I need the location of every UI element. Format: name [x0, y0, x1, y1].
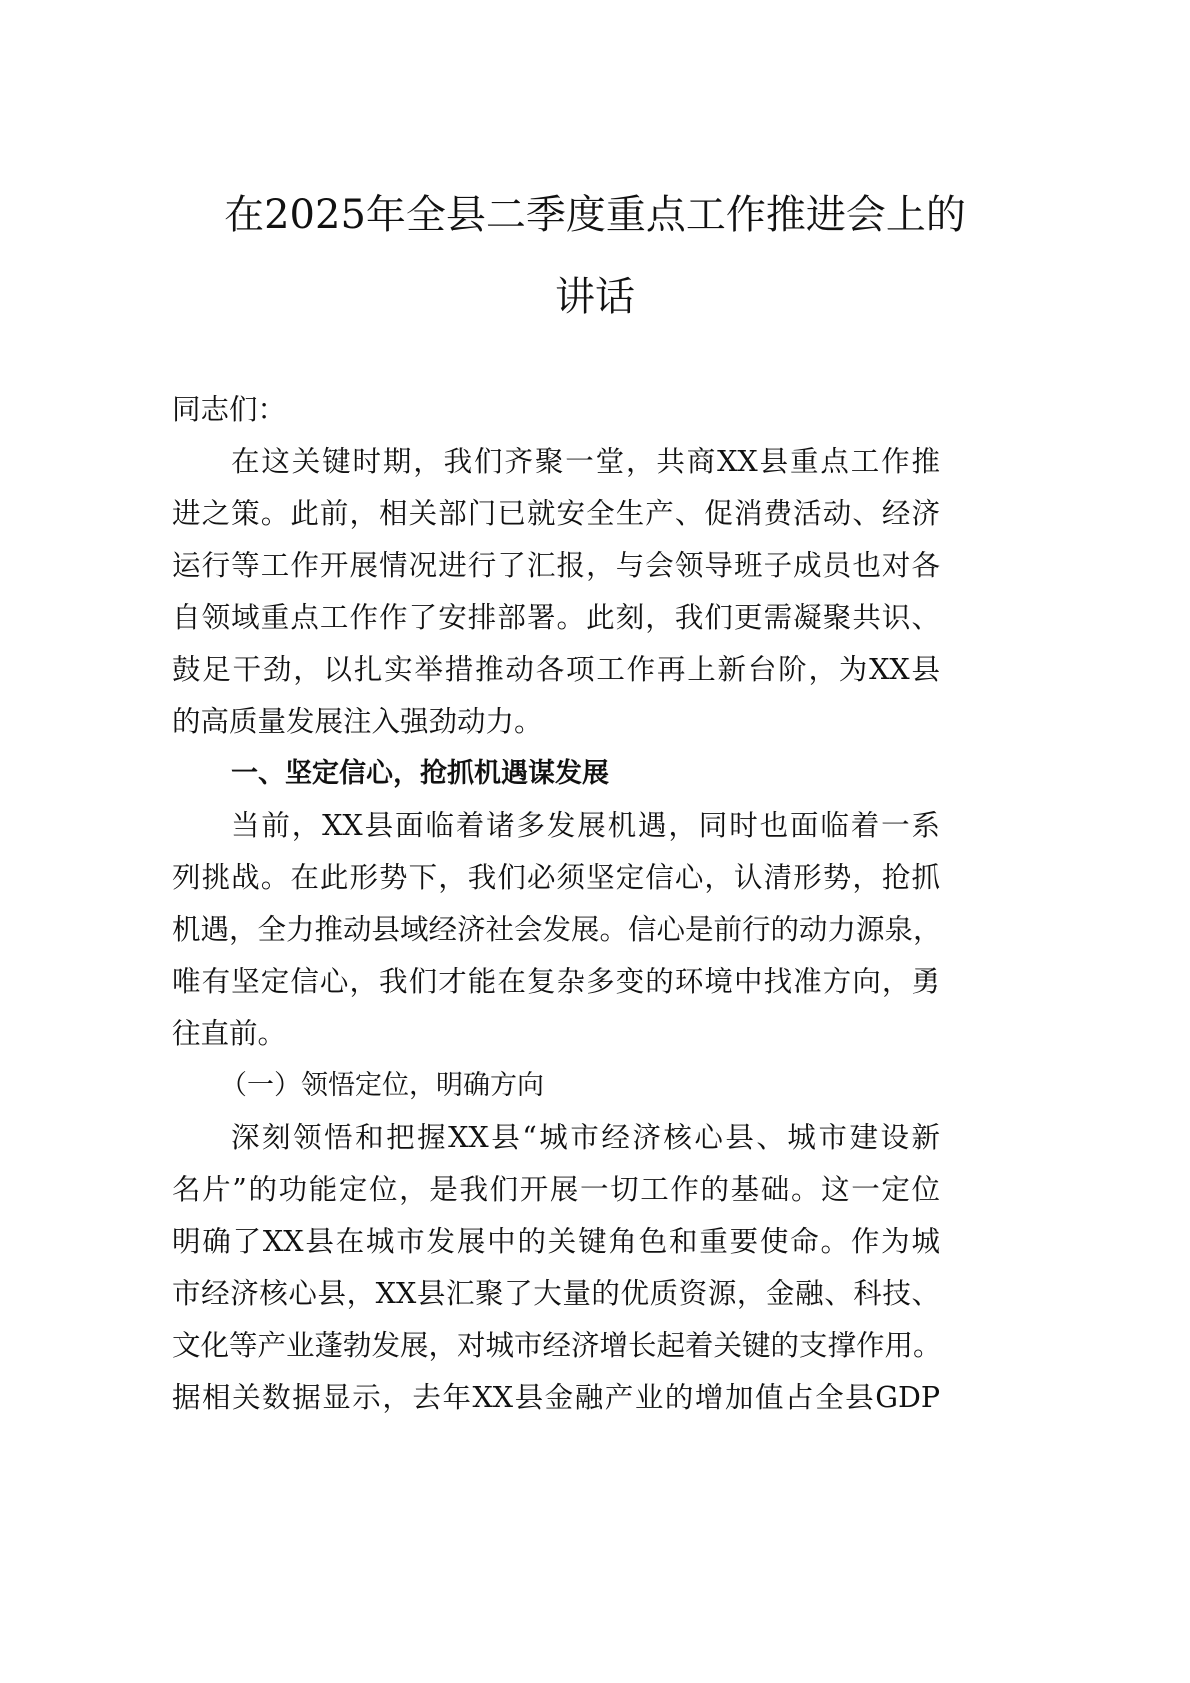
text-line: 进之策。此前，相关部门已就安全生产、促消费活动、经济 — [172, 497, 940, 530]
text-line: 唯有坚定信心，我们才能在复杂多变的环境中找准方向，勇 — [172, 965, 940, 998]
document-title — [0, 174, 1190, 338]
paragraph — [172, 1112, 940, 1424]
text-line: 列挑战。在此形势下，我们必须坚定信心，认清形势，抢抓 — [172, 861, 940, 894]
text-line: 名片”的功能定位，是我们开展一切工作的基础。这一定位 — [172, 1173, 940, 1206]
text-line: 往直前。 — [172, 1017, 287, 1050]
text-line: 市经济核心县，XX县汇聚了大量的优质资源，金融、科技、 — [172, 1277, 940, 1310]
document-body — [172, 384, 940, 1424]
text-line: 自领域重点工作作了安排部署。此刻，我们更需凝聚共识、 — [172, 601, 940, 634]
text-line: 在这关键时期，我们齐聚一堂，共商XX县重点工作推 — [231, 445, 940, 478]
text-line: 鼓足干劲，以扎实举措推动各项工作再上新台阶，为XX县 — [172, 653, 940, 686]
text-line: 运行等工作开展情况进行了汇报，与会领导班子成员也对各 — [172, 549, 940, 582]
salutation — [172, 384, 940, 436]
title-line: 讲话 — [555, 274, 635, 320]
text-line: 机遇，全力推动县域经济社会发展。信心是前行的动力源泉， — [172, 913, 942, 946]
text-line: 文化等产业蓬勃发展，对城市经济增长起着关键的支撑作用。 — [172, 1329, 942, 1362]
paragraph — [172, 436, 940, 748]
text-line: 据相关数据显示，去年XX县金融产业的增加值占全县GDP — [172, 1381, 940, 1414]
text-line: 明确了XX县在城市发展中的关键角色和重要使命。作为城 — [172, 1225, 940, 1258]
text-line: 一、坚定信心，抢抓机遇谋发展 — [231, 758, 609, 789]
subsection-heading — [172, 1060, 940, 1112]
section-heading — [172, 748, 940, 800]
text-line: 的高质量发展注入强劲动力。 — [172, 705, 543, 738]
text-line: 当前，XX县面临着诸多发展机遇，同时也面临着一系 — [231, 809, 940, 842]
text-line: 深刻领悟和把握XX县“城市经济核心县、城市建设新 — [231, 1121, 940, 1154]
text-line: （一）领悟定位，明确方向 — [220, 1070, 544, 1101]
title-line: 在2025年全县二季度重点工作推进会上的 — [224, 192, 966, 238]
paragraph — [172, 800, 940, 1060]
text-line: 同志们： — [172, 393, 287, 426]
